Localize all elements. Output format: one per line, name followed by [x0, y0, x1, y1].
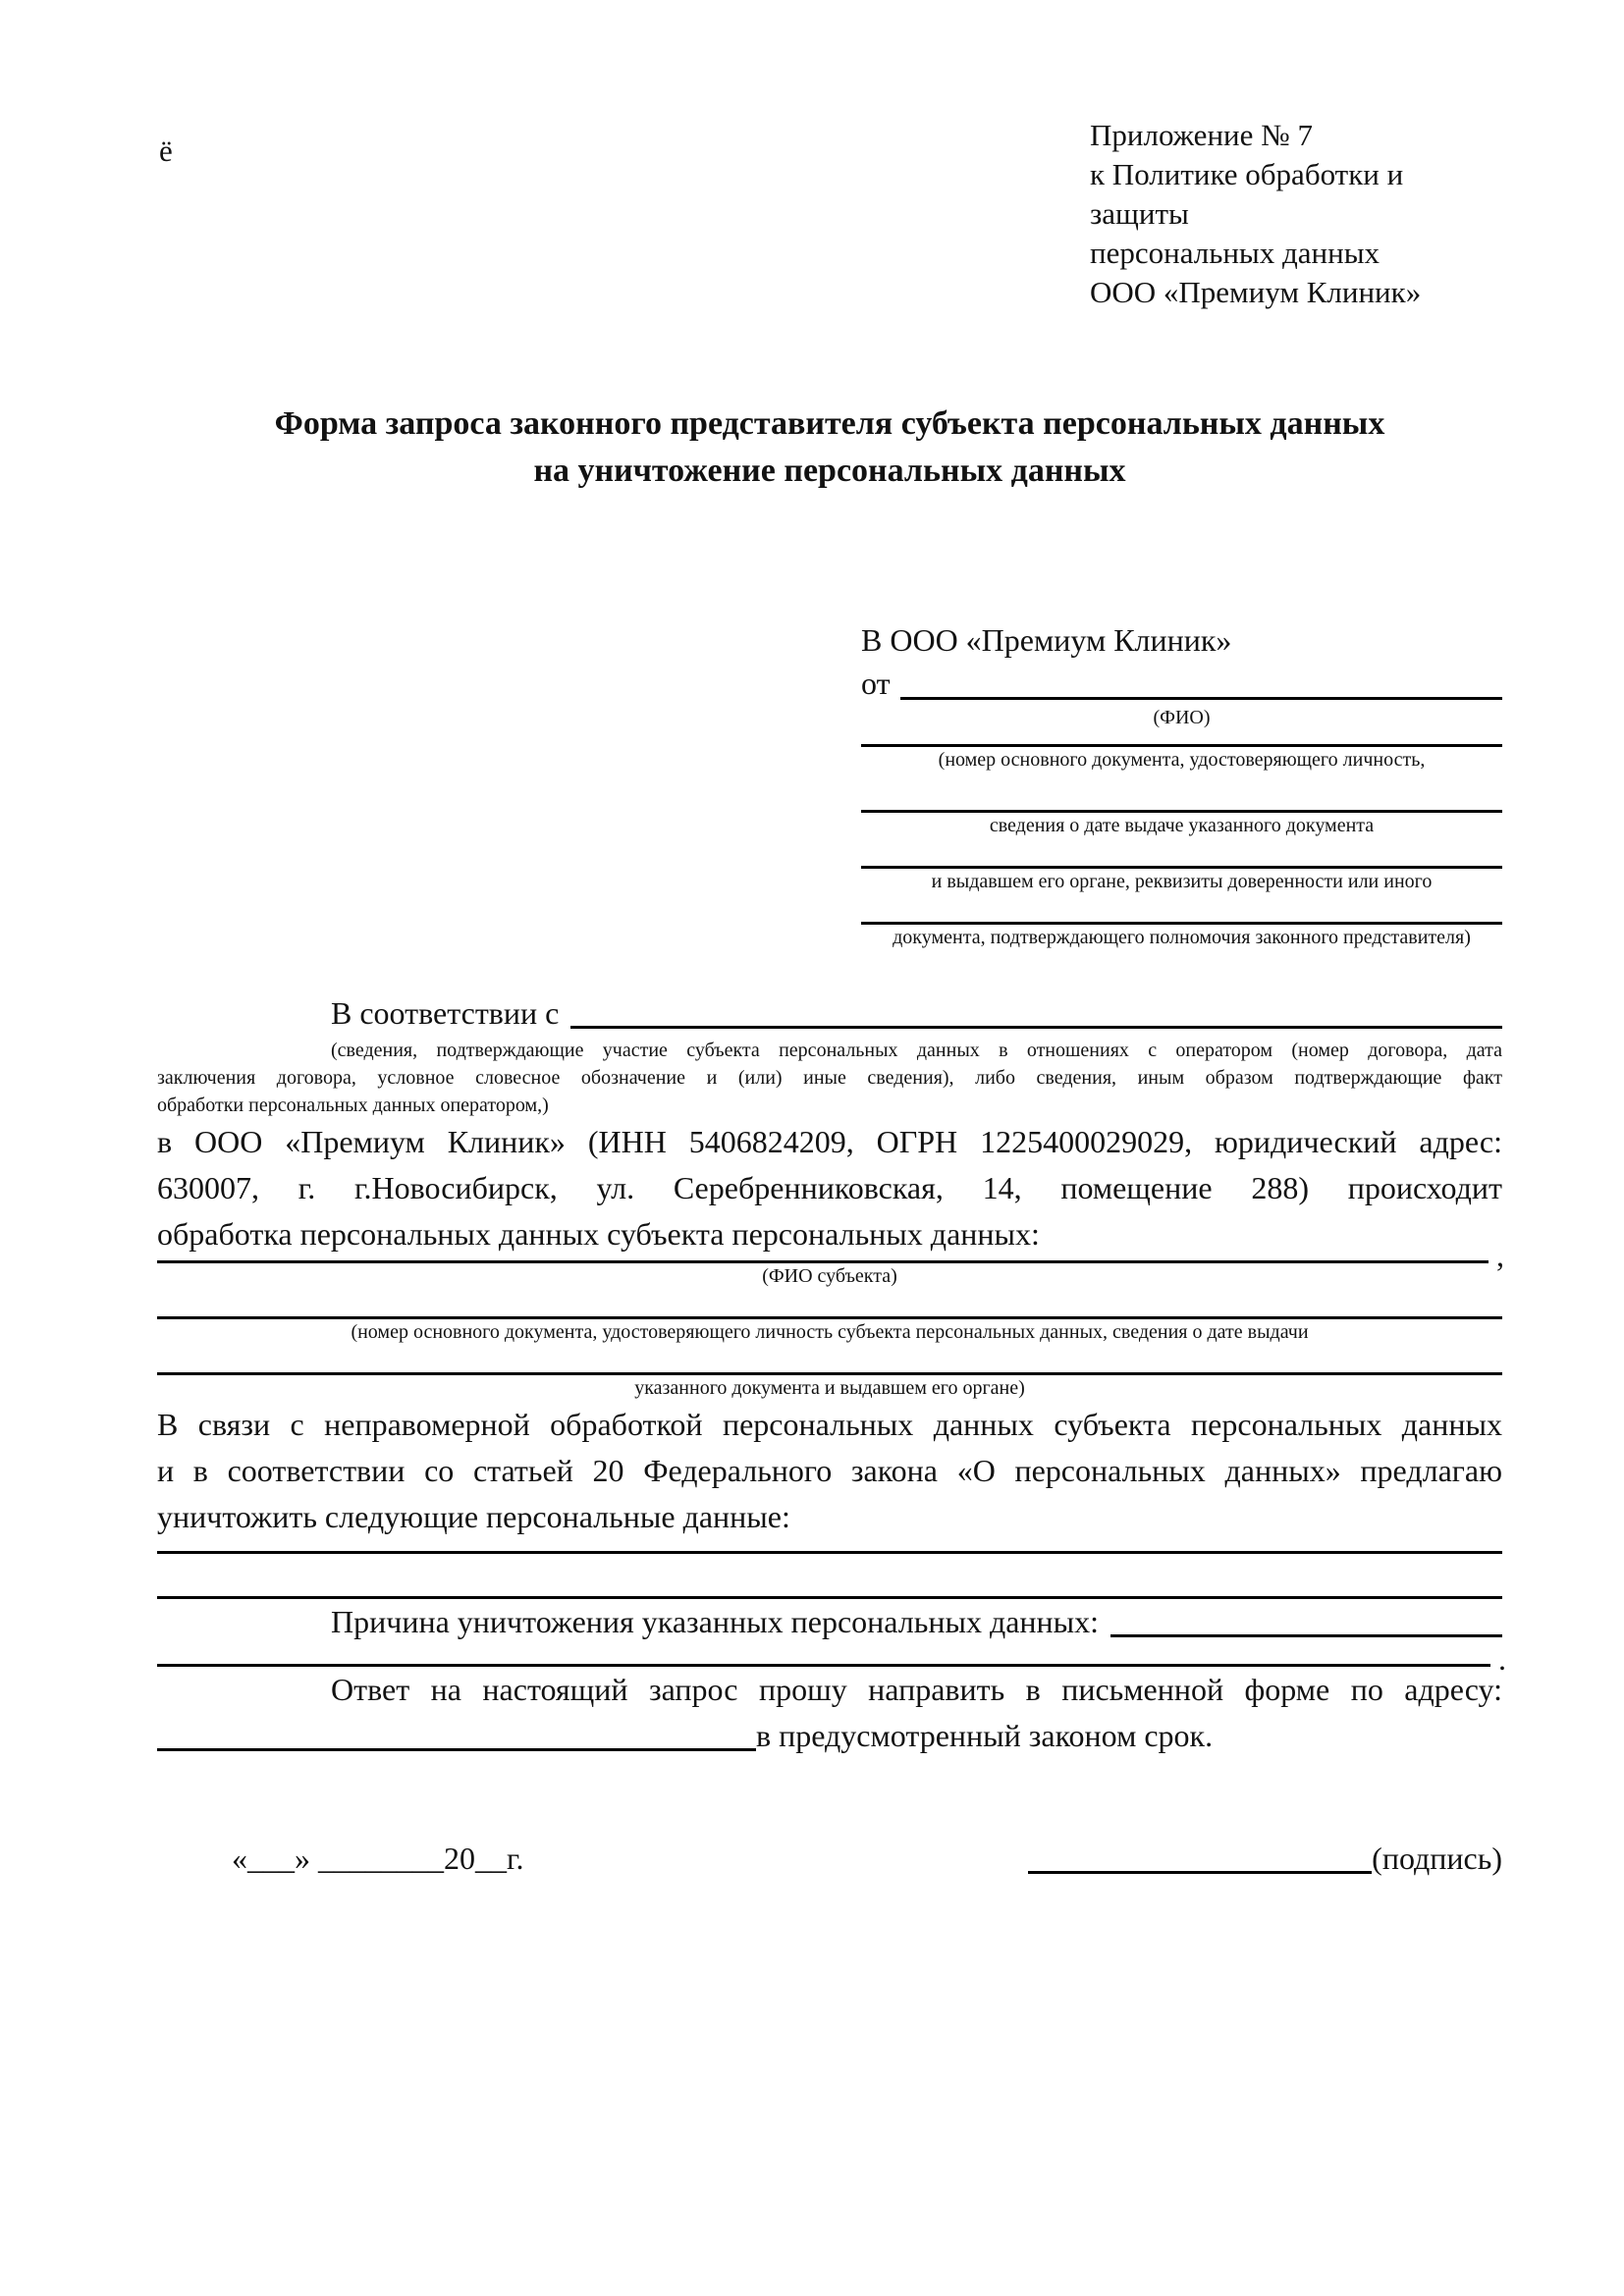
- stray-char: ё: [159, 133, 173, 168]
- accordance-caption-line: (сведения, подтверждающие участие субъекта персональных данных в отношениях с оператором (номер договора, дата: [331, 1040, 1502, 1061]
- page-header: [157, 116, 1502, 309]
- signature-fill-line: [1028, 1871, 1372, 1874]
- annex-line: к Политике обработки и защиты: [1090, 157, 1404, 231]
- operator-line: 630007, г. г.Новосибирск, ул. Серебренниковская, 14, помещение 288) происходит: [157, 1170, 1502, 1205]
- addressee-from-row: [861, 662, 1502, 705]
- issue-date-fill-line: [861, 774, 1502, 813]
- issuing-authority-caption: и выдавшем его органе, реквизиты доверенности или иного: [931, 871, 1433, 892]
- operator-paragraph: [157, 1119, 1502, 1257]
- from-fill-line: [900, 662, 1502, 700]
- annex-line: ООО «Премиум Клиник»: [1090, 275, 1422, 309]
- operator-line: обработка персональных данных субъекта персональных данных:: [157, 1216, 1040, 1252]
- accordance-row: [157, 990, 1502, 1037]
- subject-document-caption-2: указанного документа и выдавшем его органе): [634, 1377, 1025, 1399]
- authority-document-caption: документа, подтверждающего полномочия законного представителя): [893, 927, 1471, 948]
- demand-paragraph: [157, 1402, 1502, 1540]
- data-to-destroy-fill-line-1: [157, 1540, 1502, 1554]
- paragraph-indent: [157, 990, 331, 1037]
- address-fill-line: [157, 1713, 756, 1751]
- reason-fill-line: [1110, 1599, 1502, 1637]
- addressee-block: [861, 618, 1502, 951]
- reply-address-row: [157, 1713, 1502, 1759]
- reason-row: [157, 1599, 1502, 1645]
- reply-request-line: Ответ на настоящий запрос прошу направить в письменной форме по адресу:: [331, 1672, 1502, 1707]
- subject-document-caption-1: (номер основного документа, удостоверяющего личность субъекта персональных данных, сведения о дате выдачи: [351, 1321, 1309, 1343]
- subject-document-fill-line: [157, 1290, 1502, 1319]
- accordance-lead: В соответствии с: [331, 995, 560, 1031]
- document-number-caption: (номер основного документа, удостоверяющего личность,: [938, 749, 1426, 771]
- signature-caption: (подпись): [1372, 1841, 1502, 1876]
- accordance-caption-line: обработки персональных данных оператором,): [157, 1095, 549, 1116]
- form-title-line-1: Форма запроса законного представителя субъекта персональных данных: [274, 405, 1385, 442]
- annex-line: Приложение № 7: [1090, 118, 1313, 152]
- data-to-destroy-fill-line-2: [157, 1554, 1502, 1599]
- paragraph-indent: [157, 1599, 331, 1645]
- date-blank: «___» ________20__г.: [232, 1841, 524, 1876]
- reason-fill-line-2: [157, 1641, 1506, 1677]
- accordance-caption: [157, 1037, 1502, 1119]
- trailing-period: .: [1498, 1641, 1506, 1677]
- annex-line: персональных данных: [1090, 236, 1380, 270]
- reason-lead: Причина уничтожения указанных персональных данных:: [331, 1604, 1100, 1639]
- issue-date-caption: сведения о дате выдаче указанного документа: [989, 815, 1375, 836]
- fio-caption: (ФИО): [1153, 707, 1211, 728]
- demand-line: уничтожить следующие персональные данные:: [157, 1499, 790, 1534]
- form-title: [157, 400, 1502, 495]
- signature-area: [1028, 1836, 1502, 1882]
- subject-fio-caption: (ФИО субъекта): [762, 1265, 897, 1287]
- operator-line: в ООО «Премиум Клиник» (ИНН 5406824209, ОГРН 1225400029029, юридический адрес:: [157, 1124, 1502, 1159]
- document-number-fill-line: [861, 731, 1502, 747]
- from-label: от: [861, 666, 891, 701]
- subject-authority-fill-line: [157, 1346, 1502, 1375]
- addressee-to: В ООО «Премиум Клиник»: [861, 622, 1232, 658]
- demand-line: и в соответствии со статьей 20 Федерального закона «О персональных данных» предлагаю: [157, 1453, 1502, 1488]
- trailing-comma: ,: [1496, 1238, 1504, 1273]
- demand-line: В связи с неправомерной обработкой персональных данных субъекта персональных данных: [157, 1407, 1502, 1442]
- reply-tail-text: в предусмотренный законом срок.: [756, 1718, 1214, 1753]
- form-title-line-2: на уничтожение персональных данных: [533, 453, 1126, 489]
- authority-document-fill-line: [861, 895, 1502, 925]
- annex-block: [1090, 116, 1502, 312]
- signature-footer: [157, 1836, 1502, 1882]
- accordance-caption-line: заключения договора, условное словесное обозначение и (или) иные сведения), либо сведения, иным образом подтверждающие факт: [157, 1067, 1502, 1089]
- accordance-fill-line: [570, 990, 1502, 1029]
- issuing-authority-fill-line: [861, 839, 1502, 869]
- subject-fio-fill-line: [157, 1238, 1504, 1273]
